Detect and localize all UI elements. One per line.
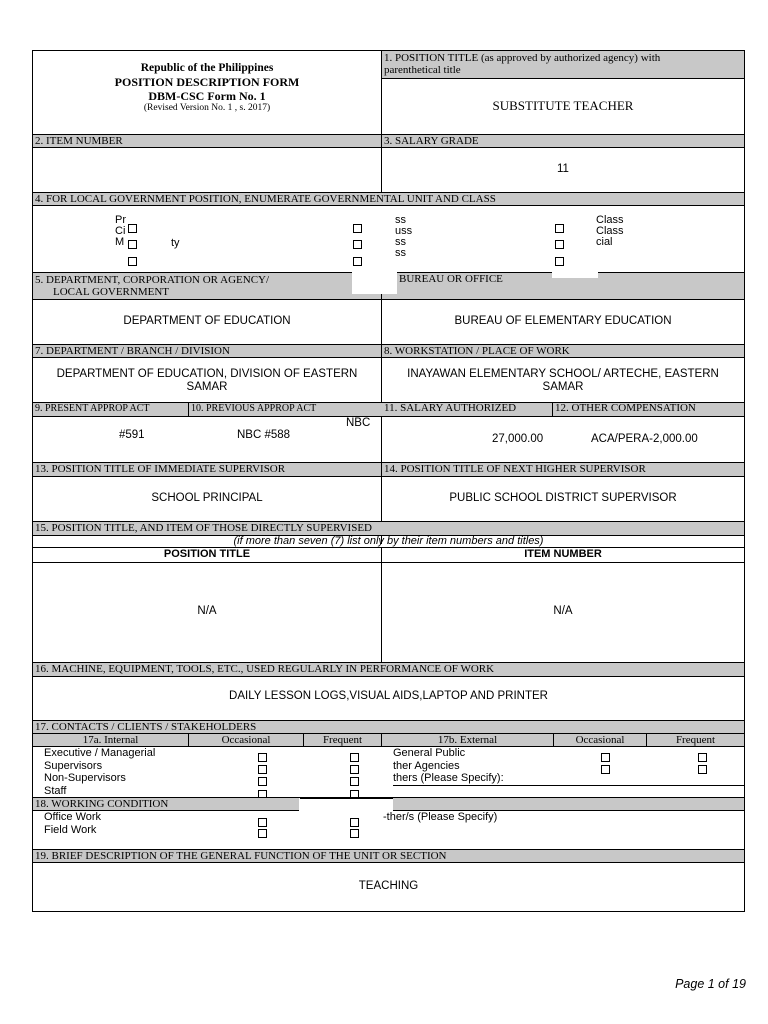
- external-occasional-checkbox[interactable]: [601, 753, 610, 762]
- internal-item: Non-Supervisors: [44, 772, 126, 784]
- header-form-title: POSITION DESCRIPTION FORM: [114, 75, 300, 89]
- internal-item: Executive / Managerial: [44, 747, 156, 759]
- previous-act-label: 10. PREVIOUS APPROP ACT: [191, 403, 317, 414]
- header-form-number: DBM-CSC Form No. 1: [148, 89, 266, 103]
- external-specify-line: [393, 785, 744, 786]
- form-header: [33, 62, 381, 114]
- internal-item: Staff: [44, 784, 67, 797]
- bureau-label: BUREAU OR OFFICE: [399, 273, 503, 285]
- local-gov-checkbox[interactable]: [128, 257, 137, 266]
- previous-act-extra: NBC: [346, 417, 371, 429]
- working-other: ‐ther/s (Please Specify): [383, 811, 498, 823]
- external-label: 17b. External: [437, 734, 498, 746]
- supervised-note: (if more than seven (7) list only by their item numbers and titles): [233, 535, 544, 547]
- internal-occasional-checkbox[interactable]: [258, 753, 267, 762]
- other-comp-label: 12. OTHER COMPENSATION: [555, 402, 696, 414]
- supervised-item-value: N/A: [553, 605, 573, 617]
- immediate-sup-value: SCHOOL PRINCIPAL: [151, 492, 263, 504]
- position-title-label: 1. POSITION TITLE (as approved by authorized agency) with parenthetical title: [382, 51, 744, 79]
- local-gov-checkbox[interactable]: [555, 224, 564, 233]
- internal-underline: [300, 798, 394, 799]
- salary-auth-value: 27,000.00: [492, 433, 544, 445]
- working-frequent-checkbox[interactable]: [350, 829, 359, 838]
- division-value: DEPARTMENT OF EDUCATION, DIVISION OF EASTERN SAMAR: [56, 368, 358, 393]
- scan-gap: [352, 272, 397, 294]
- external-item: thers (Please Specify):: [393, 772, 504, 784]
- dept-value: DEPARTMENT OF EDUCATION: [123, 315, 291, 327]
- scan-gap: [552, 272, 598, 278]
- working-top-line: [33, 797, 744, 798]
- header-revision: (Revised Version No. 1 , s. 2017): [143, 103, 271, 113]
- salary-grade-label: 3. SALARY GRADE: [382, 134, 744, 148]
- working-item: Field Work: [44, 823, 97, 836]
- supervised-position-value: N/A: [197, 605, 217, 617]
- previous-act-value: NBC #588: [237, 429, 291, 441]
- divider-salary: [552, 402, 553, 417]
- internal-occasional-label: Occasional: [221, 734, 271, 746]
- local-gov-checkbox[interactable]: [353, 240, 362, 249]
- external-item: ther Agencies: [393, 759, 460, 772]
- supervised-label: 15. POSITION TITLE, AND ITEM OF THOSE DIRECTLY SUPERVISED: [33, 521, 744, 536]
- divider-approp: [188, 402, 189, 417]
- page-number: Page 1 of 19: [675, 977, 746, 991]
- external-list: [393, 747, 504, 785]
- next-sup-label: 14. POSITION TITLE OF NEXT HIGHER SUPERVISOR: [382, 462, 744, 477]
- local-gov-checkbox[interactable]: [555, 240, 564, 249]
- position-title-value: SUBSTITUTE TEACHER: [492, 98, 634, 113]
- external-occasional-checkbox[interactable]: [601, 765, 610, 774]
- working-occasional-checkbox[interactable]: [258, 818, 267, 827]
- internal-frequent-checkbox[interactable]: [350, 765, 359, 774]
- working-occasional-checkbox[interactable]: [258, 829, 267, 838]
- internal-frequent-checkbox[interactable]: [350, 777, 359, 786]
- external-occasional-label: Occasional: [575, 734, 625, 746]
- workstation-value: INAYAWAN ELEMENTARY SCHOOL/ ARTECHE, EASTERN SAMAR: [407, 368, 719, 393]
- header-republic: Republic of the Philippines: [140, 62, 274, 74]
- machines-value: DAILY LESSON LOGS,VISUAL AIDS,LAPTOP AND PRINTER: [229, 690, 548, 702]
- present-act-label: 9. PRESENT APPROP ACT: [35, 403, 150, 414]
- external-item: General Public: [393, 747, 466, 759]
- external-frequent-label: Frequent: [675, 734, 716, 746]
- internal-frequent-label: Frequent: [322, 734, 363, 746]
- divider-supervised-head: [33, 562, 744, 563]
- function-label: 19. BRIEF DESCRIPTION OF THE GENERAL FUNCTION OF THE UNIT OR SECTION: [33, 849, 744, 863]
- internal-frequent-checkbox[interactable]: [350, 753, 359, 762]
- present-act-value: #591: [119, 429, 145, 441]
- local-gov-col1-extra: ty: [171, 237, 180, 249]
- local-gov-col1: Pr Ci M: [115, 214, 126, 248]
- divider-mid: [381, 294, 382, 544]
- local-gov-label: 4. FOR LOCAL GOVERNMENT POSITION, ENUMERATE GOVERNMENTAL UNIT AND CLASS: [33, 192, 744, 206]
- salary-grade-value: 11: [557, 163, 569, 175]
- workstation-label: 8. WORKSTATION / PLACE OF WORK: [382, 344, 744, 358]
- salary-auth-label: 11. SALARY AUTHORIZED: [384, 402, 517, 414]
- internal-occasional-checkbox[interactable]: [258, 765, 267, 774]
- working-label-bar: [393, 797, 744, 811]
- working-label: 18. WORKING CONDITION: [33, 797, 299, 811]
- dept-label-bar: 5. DEPARTMENT, CORPORATION OR AGENCY/ LOCAL GOVERNMENT: [33, 272, 744, 300]
- local-gov-checkbox[interactable]: [353, 224, 362, 233]
- working-list: [44, 811, 101, 836]
- other-comp-value: ACA/PERA-2,000.00: [591, 433, 698, 445]
- local-gov-col2: ss uss ss ss: [395, 214, 413, 259]
- division-label: 7. DEPARTMENT / BRANCH / DIVISION: [33, 344, 381, 358]
- external-frequent-checkbox[interactable]: [698, 765, 707, 774]
- supervised-col-position: POSITION TITLE: [163, 548, 251, 560]
- internal-occasional-checkbox[interactable]: [258, 777, 267, 786]
- bureau-value: BUREAU OF ELEMENTARY EDUCATION: [454, 315, 672, 327]
- internal-list: [44, 747, 155, 797]
- contacts-label: 17. CONTACTS / CLIENTS / STAKEHOLDERS: [33, 720, 744, 734]
- item-number-label: 2. ITEM NUMBER: [33, 134, 381, 148]
- working-item: Office Work: [44, 811, 102, 823]
- local-gov-checkbox[interactable]: [353, 257, 362, 266]
- internal-label: 17a. Internal: [82, 734, 139, 746]
- local-gov-col3: Class Class cial: [596, 214, 624, 248]
- supervised-col-item: ITEM NUMBER: [524, 548, 602, 560]
- local-gov-checkbox[interactable]: [555, 257, 564, 266]
- function-value: TEACHING: [358, 880, 419, 892]
- local-gov-checkbox[interactable]: [128, 224, 137, 233]
- external-frequent-checkbox[interactable]: [698, 753, 707, 762]
- internal-item: Supervisors: [44, 759, 103, 772]
- next-sup-value: PUBLIC SCHOOL DISTRICT SUPERVISOR: [449, 492, 677, 504]
- local-gov-checkbox[interactable]: [128, 240, 137, 249]
- immediate-sup-label: 13. POSITION TITLE OF IMMEDIATE SUPERVISOR: [33, 462, 381, 477]
- working-frequent-checkbox[interactable]: [350, 818, 359, 827]
- machines-label: 16. MACHINE, EQUIPMENT, TOOLS, ETC., USED REGULARLY IN PERFORMANCE OF WORK: [33, 662, 744, 677]
